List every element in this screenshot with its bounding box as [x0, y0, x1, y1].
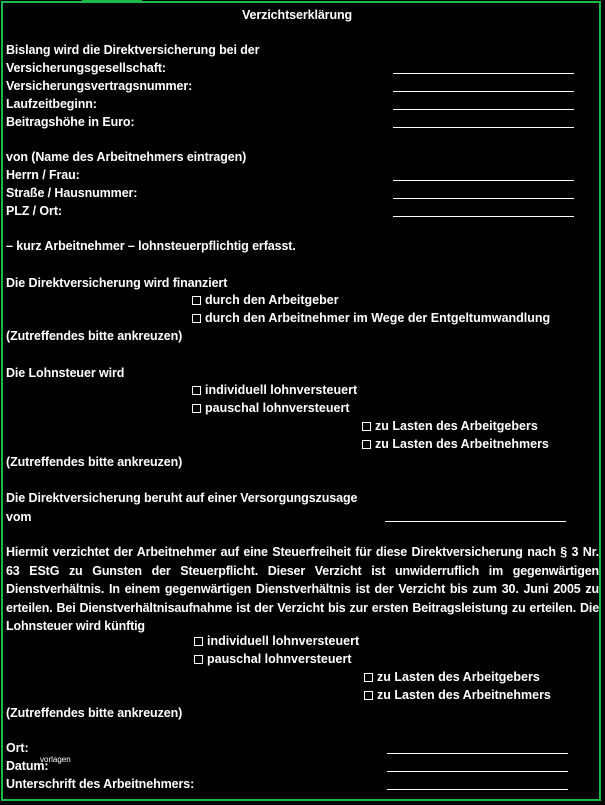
checkbox-icon	[192, 314, 201, 323]
employee-heading: von (Name des Arbeitnehmers eintragen)	[6, 150, 247, 164]
checkbox-tax-flat[interactable]	[192, 401, 350, 416]
intro-text: Bislang wird die Direktversicherung bei der	[6, 43, 260, 57]
frame-tab	[82, 0, 142, 3]
checkbox-icon	[192, 296, 201, 305]
checkbox-icon	[362, 422, 371, 431]
checkbox-label: zu Lasten des Arbeitgebers	[377, 670, 540, 684]
checkbox-icon	[192, 386, 201, 395]
financing-hint: (Zutreffendes bitte ankreuzen)	[6, 329, 183, 343]
field-label-amount: Beitragshöhe in Euro:	[6, 115, 135, 129]
field-label-contract-number: Versicherungsvertragsnummer:	[6, 79, 193, 93]
checkbox-icon	[194, 655, 203, 664]
checkbox-label: zu Lasten des Arbeitnehmers	[377, 688, 551, 702]
checkbox-label: zu Lasten des Arbeitgebers	[375, 419, 538, 433]
checkbox-icon	[364, 691, 373, 700]
checkbox-tax-employee-burden[interactable]	[362, 437, 549, 452]
field-label-street: Straße / Hausnummer:	[6, 186, 138, 200]
checkbox-label: pauschal lohnversteuert	[207, 652, 352, 666]
field-input-place[interactable]	[387, 753, 568, 754]
field-input-signature[interactable]	[387, 789, 568, 790]
field-input-commitment-date[interactable]	[385, 521, 566, 522]
field-label-insurer: Versicherungsgesellschaft:	[6, 61, 166, 75]
checkbox-icon	[192, 404, 201, 413]
field-label-place: Ort:	[6, 741, 29, 755]
checkbox-employer-financed[interactable]	[192, 293, 339, 308]
field-label-date: Datum:	[6, 759, 49, 773]
checkbox-label: durch den Arbeitnehmer im Wege der Entgeltumwandlung	[205, 311, 551, 325]
waiver-paragraph: Hiermit verzichtet der Arbeitnehmer auf eine Steuerfreiheit für diese Direktversicherung nach § 3 Nr. 63 EStG zu Gunsten der Steuerpflicht. Dieser Verzicht ist unwiderruflich im gegenwärtigen Dienstverhältnis. In einem gegenwärtigen Dienstverhältnis ist der Verzicht bis zum 30. Juni 2005 zu erteilen. Bei Dienstverhältnisaufnahme ist der Verzicht bis zur ersten Beitragsleistung zu erteilen. Die Lohnsteuer wird künftig	[6, 545, 599, 633]
basis-line-2: vom	[6, 510, 32, 524]
watermark-overlay: vorlagen	[40, 755, 71, 764]
field-input-contract-number[interactable]	[393, 91, 574, 92]
checkbox-label: individuell lohnversteuert	[207, 634, 360, 648]
checkbox-employee-financed[interactable]	[192, 311, 550, 326]
checkbox-label: individuell lohnversteuert	[205, 383, 358, 397]
checkbox-label: pauschal lohnversteuert	[205, 401, 350, 415]
field-input-name[interactable]	[393, 180, 574, 181]
checkbox-tax-individual[interactable]	[192, 383, 357, 398]
checkbox-label: durch den Arbeitgeber	[205, 293, 339, 307]
field-label-signature: Unterschrift des Arbeitnehmers:	[6, 777, 195, 791]
checkbox-waiver-employer-burden[interactable]	[364, 670, 540, 685]
waiver-hint: (Zutreffendes bitte ankreuzen)	[6, 706, 183, 720]
field-label-name: Herrn / Frau:	[6, 168, 80, 182]
checkbox-icon	[362, 440, 371, 449]
field-input-amount[interactable]	[393, 127, 574, 128]
financing-heading: Die Direktversicherung wird finanziert	[6, 276, 228, 290]
document-title: Verzichtserklärung	[242, 8, 353, 22]
field-input-street[interactable]	[393, 198, 574, 199]
checkbox-waiver-employee-burden[interactable]	[364, 688, 551, 703]
checkbox-waiver-individual[interactable]	[194, 634, 359, 649]
field-label-start: Laufzeitbeginn:	[6, 97, 97, 111]
field-label-city: PLZ / Ort:	[6, 204, 62, 218]
field-input-city[interactable]	[393, 216, 574, 217]
field-input-date[interactable]	[387, 771, 568, 772]
basis-line-1: Die Direktversicherung beruht auf einer Versorgungszusage	[6, 491, 358, 505]
checkbox-tax-employer-burden[interactable]	[362, 419, 538, 434]
tax-hint: (Zutreffendes bitte ankreuzen)	[6, 455, 183, 469]
checkbox-waiver-flat[interactable]	[194, 652, 352, 667]
field-input-insurer[interactable]	[393, 73, 574, 74]
checkbox-label: zu Lasten des Arbeitnehmers	[375, 437, 549, 451]
tax-heading: Die Lohnsteuer wird	[6, 366, 125, 380]
field-input-start[interactable]	[393, 109, 574, 110]
short-name-note: – kurz Arbeitnehmer – lohnsteuerpflichtig erfasst.	[6, 239, 296, 253]
checkbox-icon	[194, 637, 203, 646]
checkbox-icon	[364, 673, 373, 682]
